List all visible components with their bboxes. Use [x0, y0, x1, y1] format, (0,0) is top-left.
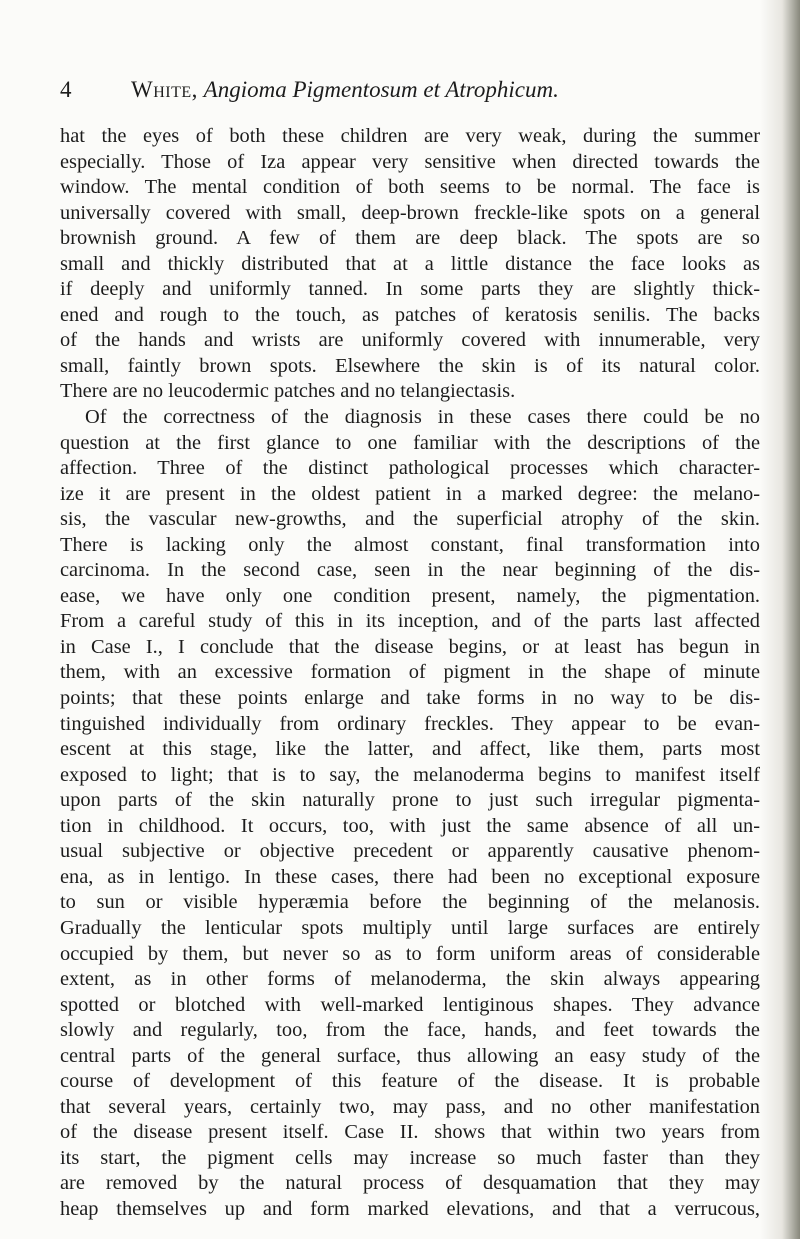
text-line: Gradually the lenticular spots multiply until large surfaces are entirely [60, 916, 760, 939]
text-line: ened and rough to the touch, as patches of keratosis senilis. The backs [60, 303, 760, 326]
text-line: small, faintly brown spots. Elsewhere the skin is of its natural color. [60, 354, 760, 377]
text-line: There are no leucodermic patches and no telangiectasis. [60, 380, 516, 403]
body-text [60, 124, 760, 1223]
text-line: especially. Those of Iza appear very sensitive when directed towards the [60, 150, 760, 173]
text-line: heap themselves up and form marked elevations, and that a verrucous, [60, 1197, 760, 1220]
text-line: in Case I., I conclude that the disease begins, or at least has begun in [60, 635, 760, 658]
text-line: occupied by them, but never so as to form uniform areas of considerable [60, 942, 760, 965]
text-line: of the hands and wrists are uniformly covered with innumerable, very [60, 329, 760, 352]
text-line: brownish ground. A few of them are deep black. The spots are so [60, 227, 760, 250]
text-line: ize it are present in the oldest patient in a marked degree: the melano- [60, 482, 760, 505]
text-line: affection. Three of the distinct pathological processes which character- [60, 457, 760, 480]
page-edge-shadow [760, 0, 800, 1239]
text-line: central parts of the general surface, thus allowing an easy study of the [60, 1044, 760, 1067]
text-line: its start, the pigment cells may increase so much faster than they [60, 1146, 760, 1169]
text-line: of the disease present itself. Case II. shows that within two years from [60, 1121, 760, 1144]
text-line: are removed by the natural process of desquamation that they may [60, 1172, 760, 1195]
text-line: that several years, certainly two, may pass, and no other manifestation [60, 1095, 760, 1118]
running-head [60, 77, 760, 111]
page-number: 4 [60, 77, 72, 102]
text-line: points; that these points enlarge and take forms in no way to be dis- [60, 687, 760, 710]
text-line: sis, the vascular new-growths, and the superficial atrophy of the skin. [60, 508, 760, 531]
text-line: spotted or blotched with well-marked lentiginous shapes. They advance [60, 993, 760, 1016]
text-line: window. The mental condition of both seems to be normal. The face is [60, 176, 760, 199]
text-line: if deeply and uniformly tanned. In some parts they are slightly thick- [60, 278, 760, 301]
text-line: ena, as in lentigo. In these cases, there had been no exceptional exposure [60, 865, 760, 888]
text-line: There is lacking only the almost constant, final transformation into [60, 533, 760, 556]
text-line: them, with an excessive formation of pigment in the shape of minute [60, 661, 760, 684]
text-line: tion in childhood. It occurs, too, with just the same absence of all un- [60, 814, 760, 837]
text-line: escent at this stage, like the latter, and affect, like them, parts most [60, 738, 760, 761]
text-line: question at the first glance to one familiar with the descriptions of the [60, 431, 760, 454]
text-line: to sun or visible hyperæmia before the beginning of the melanosis. [60, 891, 760, 914]
text-line: universally covered with small, deep-brown freckle-like spots on a general [60, 201, 760, 224]
running-head-author: White, [131, 77, 198, 102]
running-head-title: Angioma Pigmentosum et Atrophicum. [203, 77, 559, 102]
text-line: upon parts of the skin naturally prone to just such irregular pigmenta- [60, 789, 760, 812]
text-line: usual subjective or objective precedent or apparently causative phenom- [60, 840, 760, 863]
text-line: Of the correctness of the diagnosis in these cases there could be no [85, 406, 760, 429]
text-line: From a careful study of this in its inception, and of the parts last affected [60, 610, 760, 633]
text-line: tinguished individually from ordinary freckles. They appear to be evan- [60, 712, 760, 735]
text-line: carcinoma. In the second case, seen in the near beginning of the dis- [60, 559, 760, 582]
text-line: hat the eyes of both these children are very weak, during the summer [60, 125, 760, 147]
text-line: ease, we have only one condition present, namely, the pigmentation. [60, 584, 760, 607]
text-line: small and thickly distributed that at a little distance the face looks as [60, 252, 760, 275]
text-line: exposed to light; that is to say, the melanoderma begins to manifest itself [60, 763, 760, 786]
text-line: course of development of this feature of the disease. It is probable [60, 1070, 760, 1093]
text-line: slowly and regularly, too, from the face, hands, and feet towards the [60, 1019, 760, 1042]
text-line: extent, as in other forms of melanoderma, the skin always appearing [60, 968, 760, 991]
running-title [131, 77, 559, 103]
